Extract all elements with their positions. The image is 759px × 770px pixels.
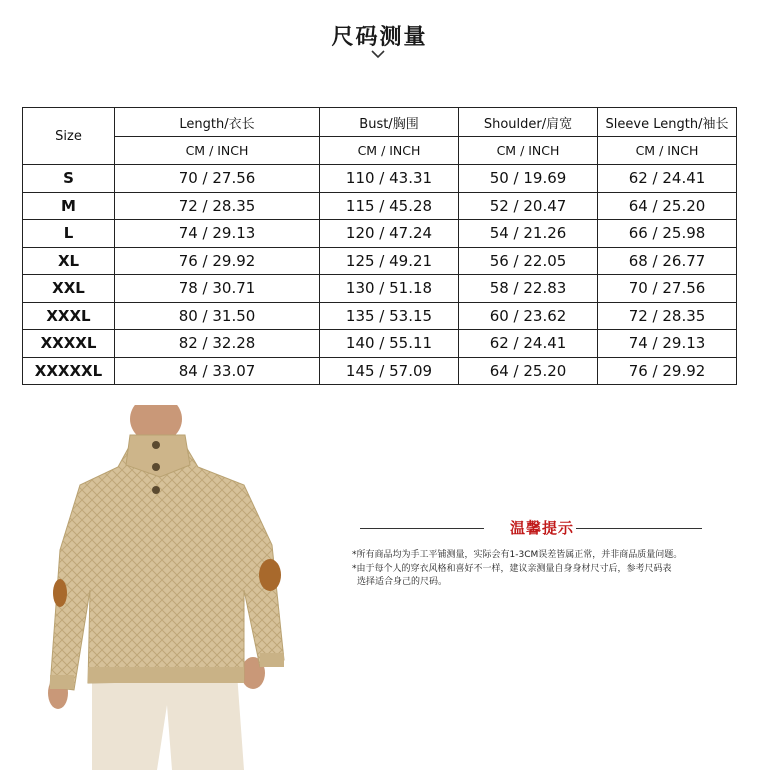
measurement-cell: 72 / 28.35 (115, 192, 320, 220)
size-label: XXXXXL (23, 357, 115, 385)
column-header: Bust/胸围 (320, 108, 459, 137)
model-photo (22, 405, 308, 770)
divider-right (576, 528, 702, 529)
sweater (50, 445, 284, 690)
unit-header: CM / INCH (115, 137, 320, 165)
measurement-cell: 140 / 55.11 (320, 330, 459, 358)
measurement-cell: 78 / 30.71 (115, 275, 320, 303)
measurement-cell: 130 / 51.18 (320, 275, 459, 303)
size-label: S (23, 165, 115, 193)
page-title: 尺码测量 (331, 25, 428, 50)
tip-line: 选择适合身己的尺码。 (357, 577, 448, 587)
table-row (23, 165, 737, 193)
measurement-cell: 64 / 25.20 (598, 192, 737, 220)
measurement-cell: 120 / 47.24 (320, 220, 459, 248)
elbow-patch (53, 579, 67, 607)
measurement-cell: 56 / 22.05 (459, 247, 598, 275)
measurement-cell: 125 / 49.21 (320, 247, 459, 275)
sweater-button (152, 486, 160, 494)
tip-line: *所有商品均为手工平铺测量，实际会有1-3CM误差皆属正常，并非商品质量问题。 (352, 550, 683, 560)
sweater-button (152, 441, 160, 449)
measurement-cell: 74 / 29.13 (115, 220, 320, 248)
size-label: XXXXL (23, 330, 115, 358)
table-row (23, 275, 737, 303)
measurement-cell: 64 / 25.20 (459, 357, 598, 385)
size-label: XXL (23, 275, 115, 303)
measurement-cell: 84 / 33.07 (115, 357, 320, 385)
measurement-cell: 115 / 45.28 (320, 192, 459, 220)
size-label: L (23, 220, 115, 248)
table-row (23, 357, 737, 385)
size-label: XL (23, 247, 115, 275)
measurement-cell: 66 / 25.98 (598, 220, 737, 248)
table-header-row (23, 108, 737, 137)
measurement-cell: 62 / 24.41 (598, 165, 737, 193)
measurement-cell: 80 / 31.50 (115, 302, 320, 330)
size-label: M (23, 192, 115, 220)
unit-header-row (23, 137, 737, 165)
column-header: Shoulder/肩宽 (459, 108, 598, 137)
measurement-cell: 54 / 21.26 (459, 220, 598, 248)
measurement-cell: 50 / 19.69 (459, 165, 598, 193)
measurement-cell: 70 / 27.56 (115, 165, 320, 193)
measurement-cell: 135 / 53.15 (320, 302, 459, 330)
unit-header: CM / INCH (598, 137, 737, 165)
measurement-cell: 62 / 24.41 (459, 330, 598, 358)
measurement-cell: 76 / 29.92 (115, 247, 320, 275)
table-row (23, 302, 737, 330)
measurement-cell: 74 / 29.13 (598, 330, 737, 358)
tips-section (352, 517, 732, 590)
model-pants (92, 673, 244, 770)
measurement-cell: 70 / 27.56 (598, 275, 737, 303)
table-row (23, 330, 737, 358)
measurement-cell: 52 / 20.47 (459, 192, 598, 220)
measurement-cell: 145 / 57.09 (320, 357, 459, 385)
measurement-cell: 58 / 22.83 (459, 275, 598, 303)
table-row (23, 220, 737, 248)
tips-list (352, 549, 732, 590)
size-column-header: Size (23, 108, 115, 165)
table-row (23, 192, 737, 220)
size-label: XXXL (23, 302, 115, 330)
unit-header: CM / INCH (459, 137, 598, 165)
chevron-down-icon (371, 50, 385, 59)
unit-header: CM / INCH (320, 137, 459, 165)
measurement-cell: 110 / 43.31 (320, 165, 459, 193)
elbow-patch (259, 559, 281, 591)
size-chart-table (22, 107, 737, 385)
measurement-cell: 60 / 23.62 (459, 302, 598, 330)
measurement-cell: 82 / 32.28 (115, 330, 320, 358)
tips-title: 温馨提示 (509, 519, 574, 537)
column-header: Sleeve Length/袖长 (598, 108, 737, 137)
measurement-cell: 72 / 28.35 (598, 302, 737, 330)
table-row (23, 247, 737, 275)
measurement-cell: 76 / 29.92 (598, 357, 737, 385)
tip-line: *由于每个人的穿衣风格和喜好不一样，建议亲测量自身身材尺寸后，参考尺码表 (352, 563, 672, 574)
sweater-button (152, 463, 160, 471)
measurement-cell: 68 / 26.77 (598, 247, 737, 275)
column-header: Length/衣长 (115, 108, 320, 137)
